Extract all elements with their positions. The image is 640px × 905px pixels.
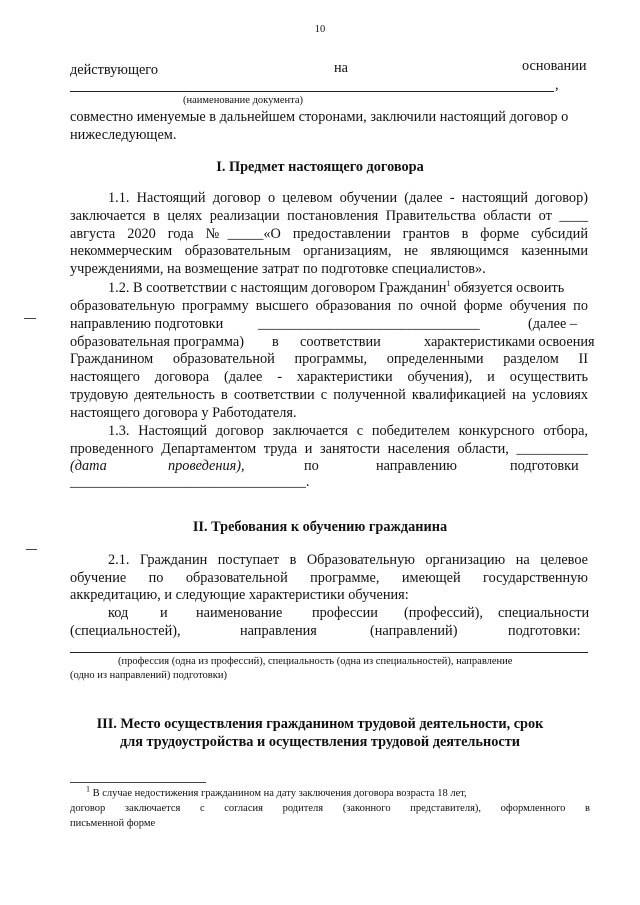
paragraph-line: аккредитацию, и следующие характеристики обучения: [70, 587, 409, 603]
p12-text-a: 1.2. В соответствии с настоящим договором Гражданин [108, 280, 447, 296]
footnote-number: 1 [86, 784, 90, 794]
paragraph-line: заключается в целях реализации постановления Правительства области от ____ [70, 208, 588, 224]
profession-caption: (одно из направлений) подготовки) [70, 670, 227, 681]
paragraph-word: (профессий), [404, 605, 484, 621]
paragraph-line: направлению подготовки [70, 316, 224, 332]
paragraph-word: подготовки: [508, 623, 581, 639]
p12-text-b: обязуется освоить [450, 280, 565, 296]
direction-blank: _______________________________ [258, 316, 480, 332]
paragraph-line: обучение по образовательной программе, имеющей государственную [70, 570, 588, 586]
direction-blank: _________________________________. [70, 474, 310, 490]
paragraph-line: 1.3. Настоящий договор заключается с победителем конкурсного отбора, [108, 423, 588, 439]
paragraph-line: некоммерческим образовательным организациям, не являющимся казенными [70, 243, 588, 259]
paragraph-word: направлению [376, 458, 457, 474]
footnote-line [86, 784, 590, 801]
document-rule-comma: , [555, 77, 559, 93]
paragraph-line: характеристиками освоения [424, 334, 595, 350]
date-hint: (дата [70, 458, 107, 474]
paragraph-word: и [160, 605, 168, 621]
paragraph-line: 1.1. Настоящий договор о целевом обучении (далее - настоящий договор) [108, 190, 588, 206]
paragraph-line: проведенного Департаментом труда и занятости населения области, __________ [70, 441, 588, 457]
paragraph-word: подготовки [510, 458, 579, 474]
document-caption: (наименование документа) [183, 95, 304, 106]
margin-mark [24, 318, 36, 319]
paragraph-line: настоящего договора у Работодателя. [70, 405, 297, 421]
section-heading: для трудоустройства и осуществления трудовой деятельности [120, 734, 520, 750]
paragraph-word: (направлений) [370, 623, 458, 639]
document-name-blank [70, 91, 554, 92]
profession-blank [70, 652, 588, 653]
intro-line: совместно именуемые в дальнейшем сторонами, заключили настоящий договор о [70, 109, 569, 125]
footnote-line: письменной форме [70, 818, 156, 829]
intro-word-3: основании [522, 58, 587, 74]
footnote-separator [70, 782, 206, 783]
paragraph-line: 2.1. Гражданин поступает в Образовательную организацию на целевое [108, 552, 588, 568]
footnote-line: договор заключается с согласия родителя (законного представителя), оформленного в [70, 803, 590, 814]
section-heading: I. Предмет настоящего договора [216, 159, 424, 175]
paragraph-line: (далее – [528, 316, 578, 332]
paragraph-line [108, 280, 588, 296]
footnote-text: В случае недостижения гражданином на дату заключения договора возраста 18 лет, [90, 788, 467, 799]
paragraph-word: специальности [498, 605, 590, 621]
paragraph-word: (специальностей), [70, 623, 181, 639]
paragraph-line: настоящего договора (далее - характеристики обучения), и осуществить [70, 369, 588, 385]
section-heading: III. Место осуществления гражданином трудовой деятельности, срок [96, 716, 544, 732]
intro-line: нижеследующем. [70, 127, 177, 143]
intro-word-1: действующего [70, 62, 158, 78]
paragraph-word: наименование [196, 605, 283, 621]
paragraph-line: августа 2020 года №_____«О предоставлении грантов в форме субсидий [70, 226, 588, 242]
footnote-ref: 1 [446, 279, 451, 289]
date-hint: проведения), [168, 458, 245, 474]
paragraph-word: по [304, 458, 319, 474]
paragraph-line: образовательная программа) [70, 334, 244, 350]
section-heading: II. Требования к обучению гражданина [192, 519, 448, 535]
page-number: 10 [314, 24, 326, 35]
paragraph-line: учреждениями, на возмещение затрат по подготовке специалистов». [70, 261, 486, 277]
paragraph-line: соответствии [300, 334, 381, 350]
paragraph-word: профессии [312, 605, 378, 621]
margin-mark [26, 549, 37, 550]
paragraph-line: Гражданином образовательной программы, определенными разделом II [70, 351, 588, 367]
paragraph-line: трудовую деятельность в соответствии с полученной квалификацией на условиях [70, 387, 588, 403]
paragraph-word: направления [240, 623, 317, 639]
paragraph-word: код [108, 605, 129, 621]
intro-word-2: на [334, 60, 348, 76]
profession-caption: (профессия (одна из профессий), специальность (одна из специальностей), направление [118, 656, 513, 667]
paragraph-line: в [272, 334, 279, 350]
paragraph-line: образовательную программу высшего образования по очной форме обучения по [70, 298, 588, 314]
